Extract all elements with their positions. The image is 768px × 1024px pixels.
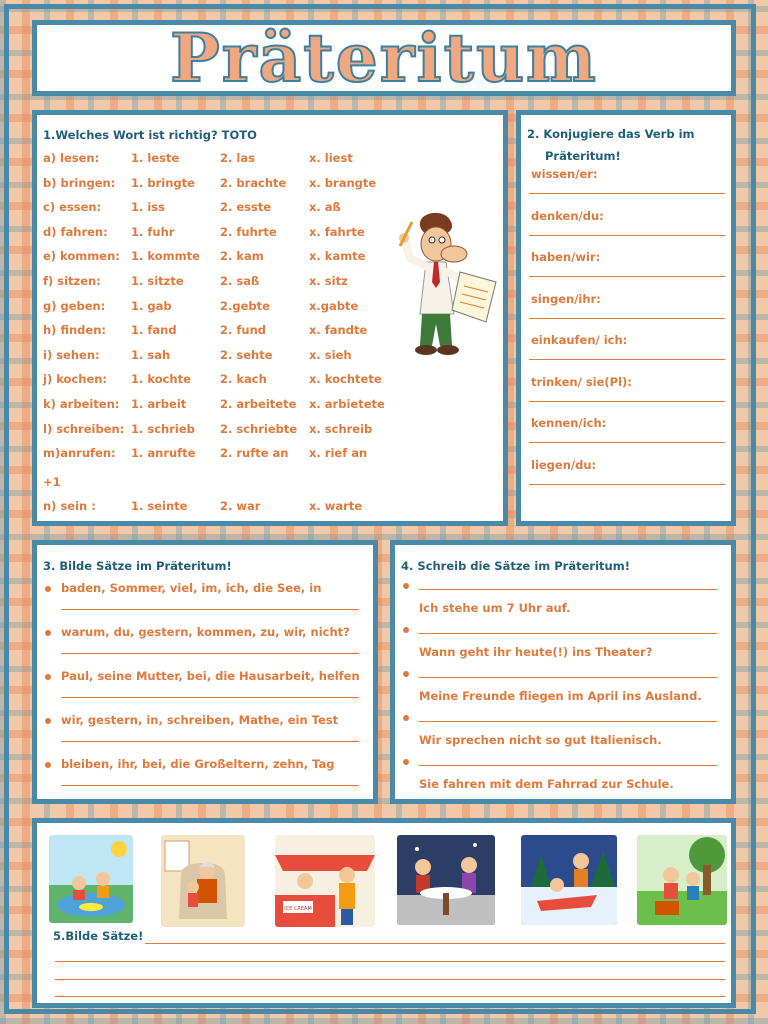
ex1-row-2-option-1: 1. bringte bbox=[131, 175, 195, 190]
exercise-3-heading: 3. Bilde Sätze im Präteritum! bbox=[43, 559, 232, 573]
conjugation-prompt: haben/wir: bbox=[531, 250, 601, 264]
ex1-row-8-option-2: 2. fund bbox=[220, 323, 266, 338]
ex1-row-13-option-x: x. rief an bbox=[309, 446, 368, 461]
exercise-5-box bbox=[32, 818, 736, 1008]
answer-line bbox=[419, 633, 717, 634]
page-title: Präteritum bbox=[170, 19, 598, 97]
picnic-picture bbox=[637, 835, 727, 925]
ex1-row-5-option-x: x. kamte bbox=[309, 249, 366, 264]
answer-line bbox=[529, 442, 725, 443]
answer-line bbox=[529, 193, 725, 194]
answer-line bbox=[145, 943, 725, 944]
answer-line bbox=[61, 741, 359, 742]
ex1-row-n-option-2: 2. war bbox=[220, 499, 261, 513]
exercise-4-heading: 4. Schreib die Sätze im Präteritum! bbox=[401, 559, 630, 573]
ex1-row-n-option-1: 1. seinte bbox=[131, 499, 188, 513]
title-box bbox=[32, 20, 736, 96]
word-prompt: Paul, seine Mutter, bei, die Hausarbeit, helfen bbox=[61, 669, 360, 683]
ex1-row-3-option-1: 1. iss bbox=[131, 200, 166, 215]
ex1-row-11-option-x: x. arbietete bbox=[309, 397, 385, 411]
ex1-row-4-option-2: 2. fuhrte bbox=[220, 224, 277, 239]
ex1-row-9-option-2: 2. sehte bbox=[220, 347, 273, 362]
ex1-row-13-verb: m)anrufen: bbox=[43, 446, 116, 461]
answer-line bbox=[419, 589, 717, 590]
ex1-row-4-option-1: 1. fuhr bbox=[131, 224, 175, 239]
ex1-row-13-option-1: 1. anrufte bbox=[131, 446, 196, 461]
answer-line bbox=[529, 484, 725, 485]
ex1-row-7-option-1: 1. gab bbox=[131, 298, 172, 313]
ex1-row-3-option-2: 2. esste bbox=[220, 200, 272, 215]
ex1-row-2-option-2: 2. brachte bbox=[220, 175, 287, 190]
conjugation-prompt: liegen/du: bbox=[531, 457, 597, 472]
grandmother-picture bbox=[161, 835, 245, 927]
bullet-icon bbox=[403, 671, 409, 677]
word-prompt: baden, Sommer, viel, im, ich, die See, in bbox=[61, 581, 322, 595]
bullet-icon bbox=[45, 586, 51, 592]
ice-cream-shop-picture bbox=[275, 835, 375, 927]
winter-sledding-picture bbox=[521, 835, 617, 925]
answer-line bbox=[529, 276, 725, 277]
ex1-row-12-option-1: 1. schrieb bbox=[131, 421, 195, 436]
answer-line bbox=[419, 765, 717, 766]
exercise-2-heading-line2: Präteritum! bbox=[545, 149, 621, 163]
ex1-row-3-verb: c) essen: bbox=[43, 200, 102, 215]
ex1-row-10-option-1: 1. kochte bbox=[131, 372, 191, 387]
answer-line bbox=[529, 359, 725, 360]
sentence-prompt: Meine Freunde fliegen im April ins Ausland. bbox=[419, 689, 702, 703]
ex1-row-3-option-x: x. aß bbox=[309, 200, 341, 215]
ex1-row-11-verb: k) arbeiten: bbox=[43, 397, 120, 411]
conjugation-prompt: singen/ihr: bbox=[531, 291, 601, 306]
word-prompt: wir, gestern, in, schreiben, Mathe, ein Test bbox=[61, 713, 339, 727]
exercise-1-box bbox=[32, 110, 508, 526]
ex1-row-1-option-1: 1. leste bbox=[131, 151, 180, 165]
sentence-prompt: Wann geht ihr heute(!) ins Theater? bbox=[419, 645, 653, 659]
summer-swimming-picture bbox=[49, 835, 133, 923]
conjugation-prompt: trinken/ sie(Pl): bbox=[531, 374, 632, 389]
bullet-icon bbox=[45, 762, 51, 768]
ex1-row-11-option-1: 1. arbeit bbox=[131, 397, 187, 411]
ex1-row-7-verb: g) geben: bbox=[43, 298, 106, 313]
ex1-row-n-verb: n) sein : bbox=[43, 499, 96, 513]
ex1-row-5-verb: e) kommen: bbox=[43, 249, 120, 264]
ex1-row-10-option-2: 2. kach bbox=[220, 372, 267, 387]
bullet-icon bbox=[45, 630, 51, 636]
answer-line bbox=[61, 653, 359, 654]
man-thinking-icon bbox=[382, 210, 504, 362]
answer-line bbox=[419, 677, 717, 678]
word-prompt: bleiben, ihr, bei, die Großeltern, zehn, Tag bbox=[61, 757, 335, 771]
answer-line bbox=[529, 318, 725, 319]
answer-line bbox=[55, 961, 725, 962]
answer-line bbox=[529, 401, 725, 402]
word-prompt: warum, du, gestern, kommen, zu, wir, nicht? bbox=[61, 625, 350, 639]
exercise-2-box bbox=[516, 110, 736, 526]
ex1-row-6-verb: f) sitzen: bbox=[43, 274, 101, 288]
ex1-row-13-option-2: 2. rufte an bbox=[220, 446, 289, 461]
ex1-row-12-option-x: x. schreib bbox=[309, 421, 373, 436]
ex1-row-1-option-2: 2. las bbox=[220, 151, 255, 165]
ex1-row-10-option-x: x. kochtete bbox=[309, 372, 382, 387]
ex1-row-5-option-1: 1. kommte bbox=[131, 249, 200, 264]
exercise-2-heading-line1: 2. Konjugiere das Verb im bbox=[527, 127, 695, 141]
ex1-row-2-option-x: x. brangte bbox=[309, 175, 377, 190]
ex1-row-9-verb: i) sehen: bbox=[43, 347, 100, 362]
answer-line bbox=[61, 697, 359, 698]
family-dinner-picture bbox=[397, 835, 495, 925]
bullet-icon bbox=[403, 627, 409, 633]
answer-line bbox=[61, 785, 359, 786]
sentence-prompt: Ich stehe um 7 Uhr auf. bbox=[419, 601, 571, 615]
ex1-row-6-option-1: 1. sitzte bbox=[131, 274, 184, 288]
ex1-row-7-option-2: 2.gebte bbox=[220, 298, 270, 313]
answer-line bbox=[55, 996, 725, 997]
ex1-row-1-option-x: x. liest bbox=[309, 151, 353, 165]
ex1-row-4-option-x: x. fahrte bbox=[309, 224, 365, 239]
ex1-row-1-verb: a) lesen: bbox=[43, 151, 100, 165]
ex1-row-2-verb: b) bringen: bbox=[43, 175, 116, 190]
conjugation-prompt: kennen/ich: bbox=[531, 416, 607, 430]
bullet-icon bbox=[45, 674, 51, 680]
ex1-row-8-verb: h) finden: bbox=[43, 323, 106, 338]
ex1-row-8-option-x: x. fandte bbox=[309, 323, 368, 338]
bullet-icon bbox=[45, 718, 51, 724]
sentence-prompt: Wir sprechen nicht so gut Italienisch. bbox=[419, 733, 662, 747]
answer-line bbox=[419, 721, 717, 722]
ex1-row-11-option-2: 2. arbeitete bbox=[220, 397, 297, 411]
answer-line bbox=[55, 979, 725, 980]
conjugation-prompt: wissen/er: bbox=[531, 167, 598, 181]
answer-line bbox=[61, 609, 359, 610]
ex1-row-10-verb: j) kochen: bbox=[43, 372, 108, 387]
ex1-row-6-option-2: 2. saß bbox=[220, 274, 260, 288]
ex1-row-9-option-1: 1. sah bbox=[131, 347, 171, 362]
answer-line bbox=[529, 235, 725, 236]
exercise-3-box bbox=[32, 540, 378, 804]
bullet-icon bbox=[403, 583, 409, 589]
bullet-icon bbox=[403, 715, 409, 721]
ex1-row-8-option-1: 1. fand bbox=[131, 323, 177, 338]
ex1-row-n-option-x: x. warte bbox=[309, 499, 363, 513]
exercise-1-heading: 1.Welches Wort ist richtig? TOTO bbox=[43, 128, 257, 142]
ex1-row-12-verb: l) schreiben: bbox=[43, 421, 125, 436]
conjugation-prompt: denken/du: bbox=[531, 208, 604, 223]
ice-cream-sign-text: ICE CREAM bbox=[284, 906, 312, 912]
ex1-row-12-option-2: 2. schriebte bbox=[220, 421, 298, 436]
ex1-row-5-option-2: 2. kam bbox=[220, 249, 264, 264]
exercise-5-heading: 5.Bilde Sätze! bbox=[53, 929, 144, 943]
ex1-row-4-verb: d) fahren: bbox=[43, 224, 108, 239]
ex1-row-6-option-x: x. sitz bbox=[309, 274, 348, 288]
sentence-prompt: Sie fahren mit dem Fahrrad zur Schule. bbox=[419, 777, 674, 791]
plus-one-label: +1 bbox=[43, 475, 61, 489]
exercise-4-box bbox=[390, 540, 736, 804]
ex1-row-7-option-x: x.gabte bbox=[309, 298, 359, 313]
bullet-icon bbox=[403, 759, 409, 765]
ex1-row-9-option-x: x. sieh bbox=[309, 347, 352, 362]
conjugation-prompt: einkaufen/ ich: bbox=[531, 333, 628, 347]
